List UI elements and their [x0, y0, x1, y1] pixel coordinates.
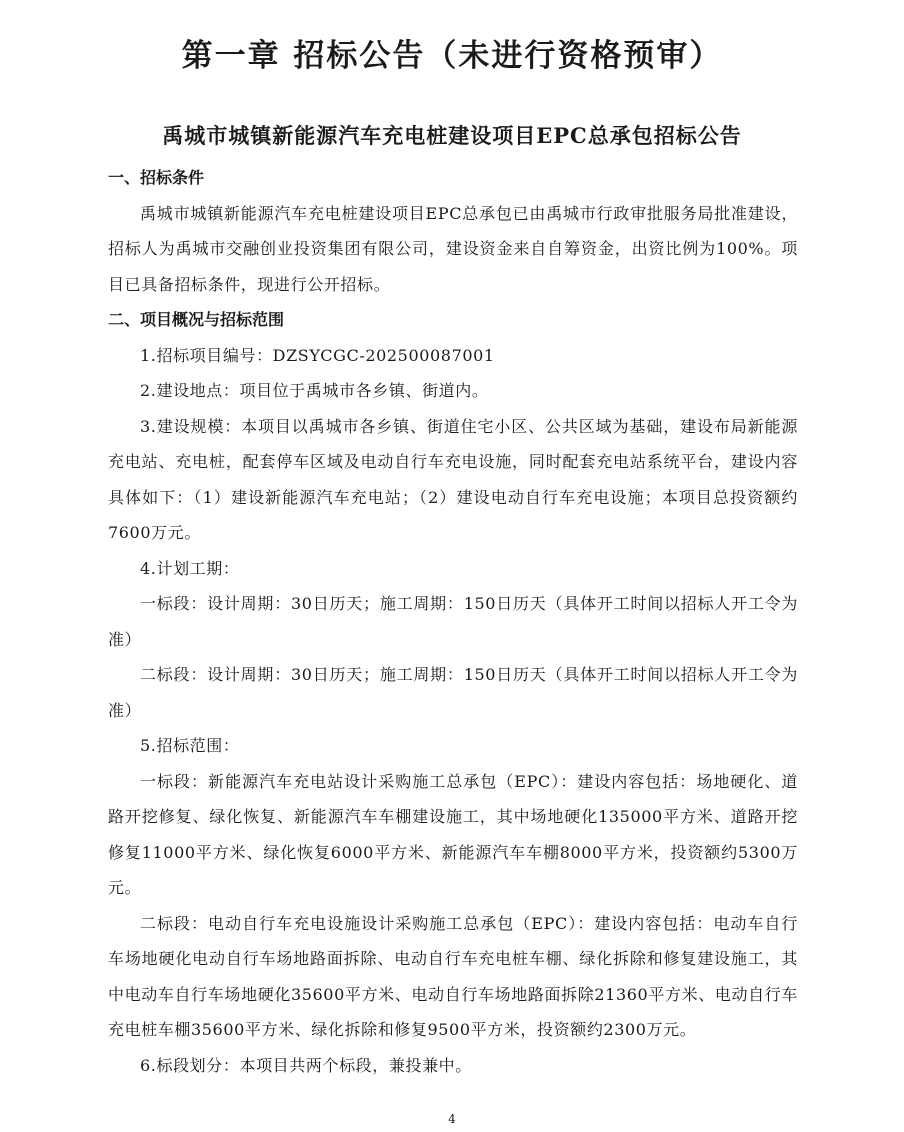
paragraph-schedule-heading: 4.计划工期：: [140, 558, 240, 578]
page-number: 4: [448, 1112, 456, 1126]
paragraph-project-number: 1.招标项目编号：DZSYCGC-202500087001: [140, 345, 495, 365]
paragraph-schedule-lot2: 二标段：设计周期：30日历天；施工周期：150日历天（具体开工时间以招标人开工令为准）: [108, 665, 798, 720]
paragraph-scope-heading: 5.招标范围：: [140, 736, 240, 755]
paragraph-location: 2.建设地点：项目位于禹城市各乡镇、街道内。: [140, 381, 489, 400]
paragraph-scope-lot1: 一标段：新能源汽车充电站设计采购施工总承包（EPC）：建设内容包括：场地硬化、道路开挖修复、绿化恢复、新能源汽车车棚建设施工，其中场地硬化135000平方米、道路开挖修复11000平方米、绿化恢复6000平方米、新能源汽车车棚8000平方米，投资额约5300万元。: [108, 771, 798, 897]
section-heading-project-overview: 二、项目概况与招标范围: [108, 310, 285, 329]
chapter-title: 第一章 招标公告（未进行资格预审）: [181, 38, 723, 74]
section-heading-bid-conditions: 一、招标条件: [108, 168, 205, 187]
notice-title: 禹城市城镇新能源汽车充电桩建设项目EPC总承包招标公告: [162, 123, 742, 148]
paragraph-scale: 3.建设规模：本项目以禹城市各乡镇、街道住宅小区、公共区域为基础，建设布局新能源充电站、充电桩，配套停车区域及电动自行车充电设施，同时配套充电站系统平台，建设内容具体如下：（1）建设新能源汽车充电站；（2）建设电动自行车充电设施；本项目总投资额约7600万元。: [108, 416, 798, 542]
document-body: [108, 160, 798, 1083]
paragraph-lot-division: 6.标段划分：本项目共两个标段，兼投兼中。: [140, 1055, 472, 1075]
paragraph-scope-lot2: 二标段：电动自行车充电设施设计采购施工总承包（EPC）：建设内容包括：电动车自行车场地硬化电动自行车场地路面拆除、电动自行车充电桩车棚、绿化拆除和修复建设施工，其中电动车自行车场地硬化35600平方米、电动自行车场地路面拆除21360平方米、电动自行车充电桩车棚35600平方米、绿化拆除和修复9500平方米，投资额约2300万元。: [108, 913, 798, 1039]
paragraph-schedule-lot1: 一标段：设计周期：30日历天；施工周期：150日历天（具体开工时间以招标人开工令为准）: [108, 594, 798, 649]
paragraph-bid-conditions: 禹城市城镇新能源汽车充电桩建设项目EPC总承包已由禹城市行政审批服务局批准建设，招标人为禹城市交融创业投资集团有限公司，建设资金来自自筹资金，出资比例为100%。项目已具备招标条件，现进行公开招标。: [108, 203, 798, 294]
